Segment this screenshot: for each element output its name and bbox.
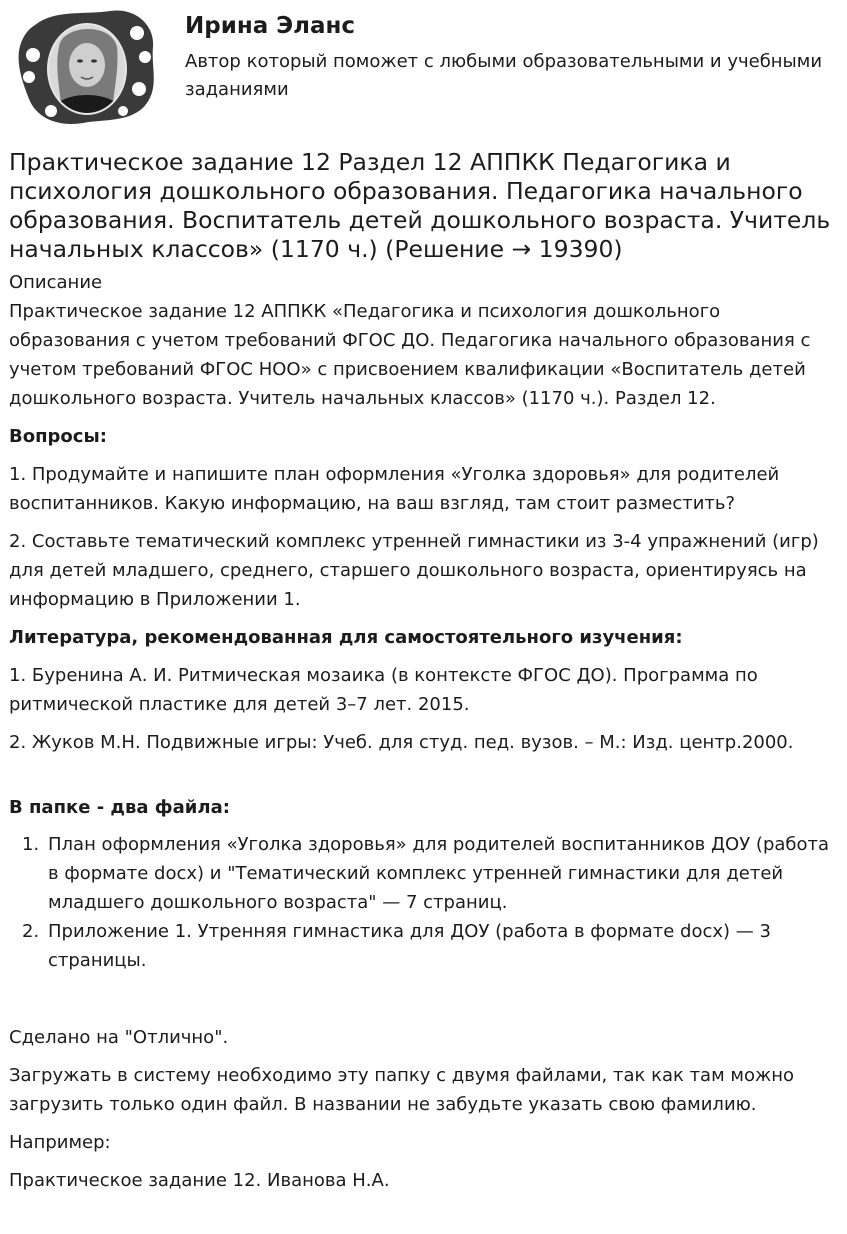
description-text: Практическое задание 12 АППКК «Педагогика и психология дошкольного образования с учетом требований ФГОС ДО. Педагогика начального образования с учетом требований ФГОС НОО» с присвоением квалификации «Воспитатель детей дошкольного возраста. Учитель начальных классов» (1170 ч.). Раздел 12. (9, 301, 811, 409)
literature-heading: Литература, рекомендованная для самостоятельного изучения: (9, 627, 683, 648)
page-title: Практическое задание 12 Раздел 12 АППКК Педагогика и психология дошкольного образования. Педагогика начального образования. Воспитатель детей дошкольного возраста. Учитель начальных классов» (1170 ч.) (Решение → 19390) (9, 148, 831, 263)
files-heading: В папке - два файла: (9, 797, 230, 818)
question-item-2: 2. Составьте тематический комплекс утренней гимнастики из 3-4 упражнений (игр) для детей младшего, среднего, старшего дошкольного возраста, ориентируясь на информацию в Приложении 1. (9, 531, 819, 610)
author-info (185, 10, 825, 104)
literature-item-1: 1. Буренина А. И. Ритмическая мозаика (в контексте ФГОС ДО). Программа по ритмической пластике для детей 3–7 лет. 2015. (9, 665, 758, 715)
files-list (9, 830, 838, 975)
question-item-1: 1. Продумайте и напишите план оформления «Уголка здоровья» для родителей воспитанников. Какую информацию, на ваш взгляд, там стоит разместить? (9, 464, 780, 514)
author-description: Автор который поможет с любыми образовательными и учебными заданиями (185, 51, 823, 100)
list-item-number: 1. (22, 834, 40, 855)
list-item-number: 2. (22, 921, 40, 942)
example-label: Например: (9, 1132, 111, 1153)
upload-note: Загружать в систему необходимо эту папку с двумя файлами, так как там можно загрузить только один файл. В названии не забудьте указать свою фамилию. (9, 1065, 794, 1115)
list-item (9, 917, 838, 975)
list-item (9, 830, 838, 917)
film-frame-avatar-icon (15, 7, 160, 127)
description-label: Описание (9, 272, 103, 293)
author-name[interactable]: Ирина Эланс (185, 13, 356, 39)
spacer (9, 975, 838, 1023)
list-item-text: План оформления «Уголка здоровья» для родителей воспитанников ДОУ (работа в формате docx) и "Тематический комплекс утренней гимнастики для детей младшего дошкольного возраста" — 7 страниц. (48, 834, 830, 913)
list-item-text: Приложение 1. Утренняя гимнастика для ДОУ (работа в формате docx) — 3 страницы. (48, 921, 771, 971)
example-text: Практическое задание 12. Иванова Н.А. (9, 1170, 390, 1191)
author-card (9, 0, 838, 140)
literature-item-2: 2. Жуков М.Н. Подвижные игры: Учеб. для студ. пед. вузов. – М.: Изд. центр.2000. (9, 732, 794, 753)
questions-heading: Вопросы: (9, 426, 107, 447)
avatar[interactable] (15, 7, 160, 127)
grade-note: Сделано на "Отлично". (9, 1027, 229, 1048)
spacer (9, 766, 838, 793)
